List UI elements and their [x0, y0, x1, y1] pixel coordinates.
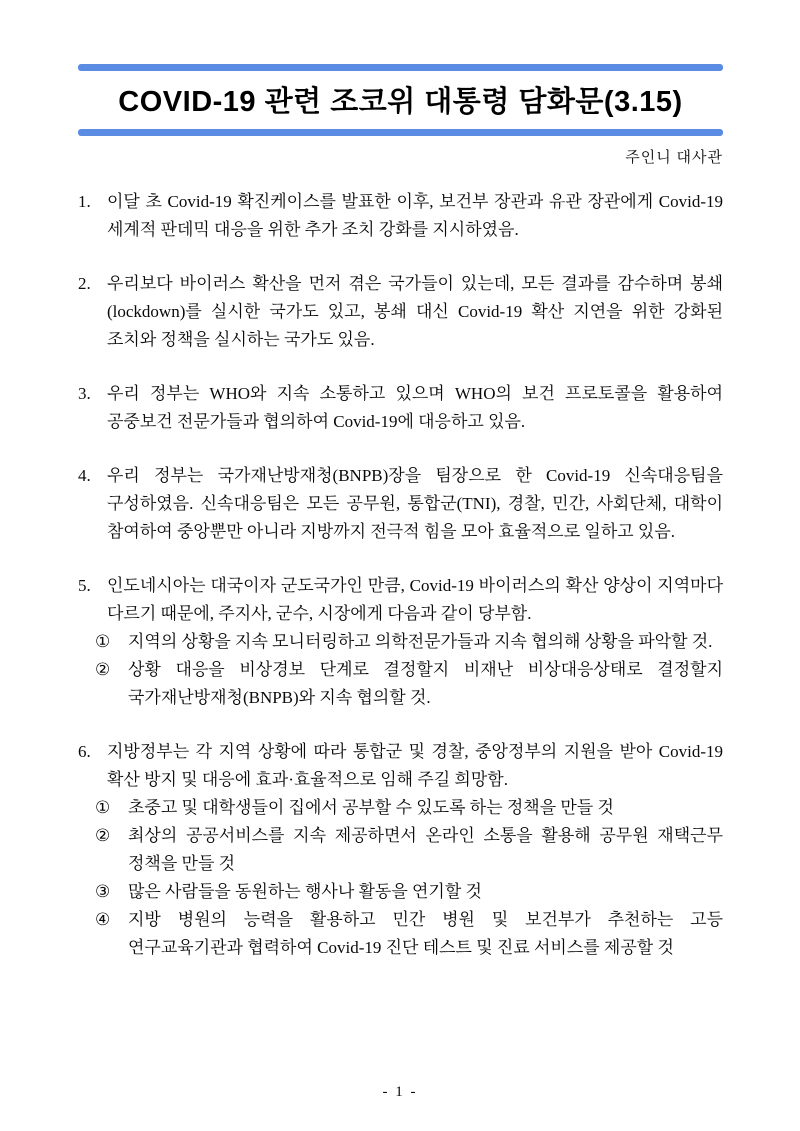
sub-item-text: 최상의 공공서비스를 지속 제공하면서 온라인 소통을 활용해 공무원 재택근무 정책을 만들 것: [128, 826, 723, 873]
item-number: 6.: [78, 742, 91, 761]
item-text: 지방정부는 각 지역 상황에 따라 통합군 및 경찰, 중앙정부의 지원을 받아 Covid-19 확산 방지 및 대응에 효과·효율적으로 임해 주길 희망함.: [107, 742, 723, 789]
sub-item-number: ①: [95, 798, 111, 817]
sub-item-6-2: [95, 822, 723, 878]
list-item-1: [78, 188, 723, 244]
sub-item-text: 상황 대응을 비상경보 단계로 결정할지 비재난 비상대응상태로 결정할지 국가재난방재청(BNPB)와 지속 협의할 것.: [128, 660, 723, 707]
document-title: COVID-19 관련 조코위 대통령 담화문(3.15): [118, 86, 683, 118]
header-rule-top: [78, 64, 723, 71]
list-item-5: [78, 572, 723, 712]
sub-item-5-1: [95, 628, 723, 656]
item-text: 인도네시아는 대국이자 군도국가인 만큼, Covid-19 바이러스의 확산 양상이 지역마다 다르기 때문에, 주지사, 군수, 시장에게 다음과 같이 당부함.: [107, 576, 723, 623]
sub-item-number: ②: [95, 660, 111, 679]
item-number: 5.: [78, 576, 91, 595]
sub-item-text: 많은 사람들을 동원하는 행사나 활동을 연기할 것: [128, 882, 482, 901]
list-item-2: [78, 270, 723, 354]
document-body: [78, 188, 723, 962]
list-item-3: [78, 380, 723, 436]
sub-item-number: ②: [95, 826, 111, 845]
sub-item-6-3: [95, 878, 723, 906]
header-rule-bottom: [78, 129, 723, 136]
sub-item-5-2: [95, 656, 723, 712]
sub-item-text: 지방 병원의 능력을 활용하고 민간 병원 및 보건부가 추천하는 고등 연구교육기관과 협력하여 Covid-19 진단 테스트 및 진료 서비스를 제공할 것: [128, 910, 723, 957]
document-header: [78, 64, 723, 167]
sub-item-text: 초중고 및 대학생들이 집에서 공부할 수 있도록 하는 정책을 만들 것: [128, 798, 614, 817]
sub-item-text: 지역의 상황을 지속 모니터링하고 의학전문가들과 지속 협의해 상황을 파악할 것.: [128, 632, 713, 651]
item-text: 우리보다 바이러스 확산을 먼저 겪은 국가들이 있는데, 모든 결과를 감수하며 봉쇄(lockdown)를 실시한 국가도 있고, 봉쇄 대신 Covid-19 확산 지연을 위한 강화된 조치와 정책을 실시하는 국가도 있음.: [107, 274, 723, 349]
byline: 주인니 대사관: [625, 150, 723, 166]
item-text: 우리 정부는 국가재난방재청(BNPB)장을 팀장으로 한 Covid-19 신속대응팀을 구성하였음. 신속대응팀은 모든 공무원, 통합군(TNI), 경찰, 민간, 사회단체, 대학이 참여하여 중앙뿐만 아니라 지방까지 전극적 힘을 모아 효율적으로 일하고 있음.: [107, 466, 723, 541]
item-number: 1.: [78, 192, 91, 211]
sub-item-6-1: [95, 794, 723, 822]
item-text: 우리 정부는 WHO와 지속 소통하고 있으며 WHO의 보건 프로토콜을 활용하여 공중보건 전문가들과 협의하여 Covid-19에 대응하고 있음.: [107, 384, 723, 431]
sub-item-6-4: [95, 906, 723, 962]
list-item-6: [78, 738, 723, 962]
list-item-4: [78, 462, 723, 546]
sub-item-number: ③: [95, 882, 111, 901]
item-number: 3.: [78, 384, 91, 403]
item-text: 이달 초 Covid-19 확진케이스를 발표한 이후, 보건부 장관과 유관 장관에게 Covid-19 세계적 판데믹 대응을 위한 추가 조치 강화를 지시하였음.: [107, 192, 723, 239]
sub-item-number: ④: [95, 910, 111, 929]
item-number: 4.: [78, 466, 91, 485]
page-number: - 1 -: [382, 1084, 418, 1100]
item-number: 2.: [78, 274, 91, 293]
sub-item-number: ①: [95, 632, 111, 651]
